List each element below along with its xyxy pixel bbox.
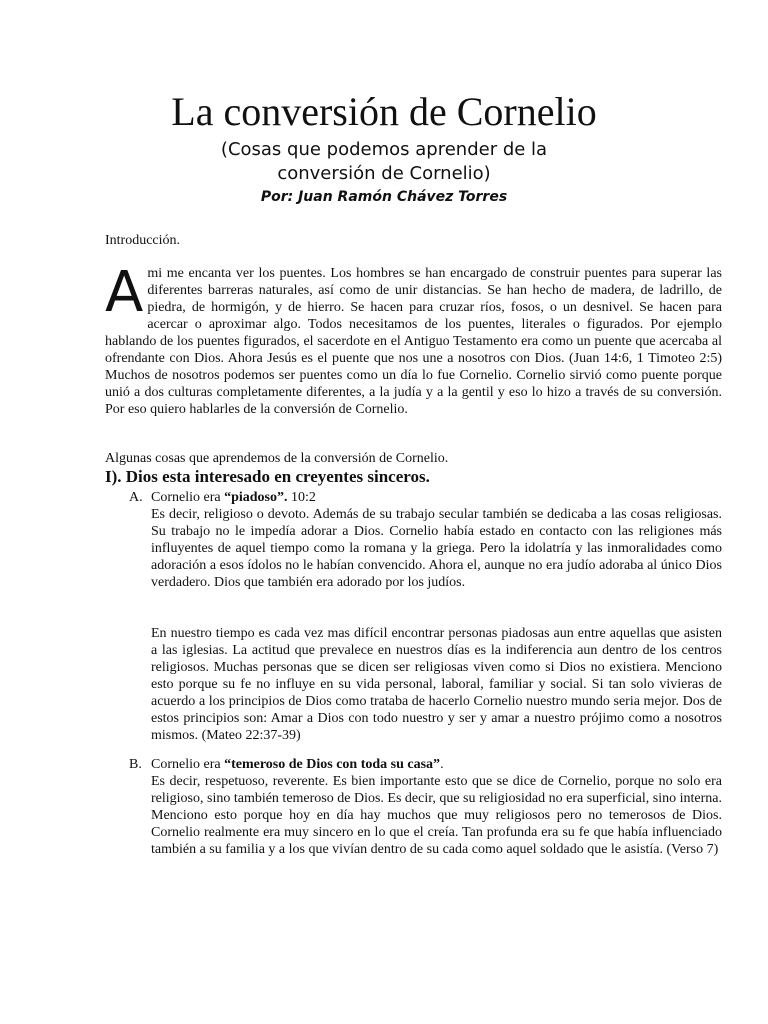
item-b-heading-bold: “temeroso de Dios con toda su casa”: [224, 757, 441, 772]
introduction-text: mi me encanta ver los puentes. Los hombres se han encargado de construir puentes para superar las diferentes barreras naturales, así como de unir distancias. Se han hecho de madera, de ladrillo, de piedra, de hormigón, y de hierro. Se hacen para cruzar ríos, fosos, o un desnivel. Se hacen para acercar o aproximar algo. Todos necesitamos de los puentes, literales o figurados. Por ejemplo hablando de los puentes figurados, el sacerdote en el Antiguo Testamento era como un puente que acercaba al ofrendante con Dios. Ahora Jesús es el puente que nos une a nosotros con Dios. (Juan 14:6, 1 Timoteo 2:5) Muchos de nosotros podemos ser puentes como un día lo fue Cornelio. Cornelio sirvió como puente porque unió a dos culturas completamente diferentes, a la judía y a la gentil y eso lo hizo a través de su conversión. Por eso quiero hablarles de la conversión de Cornelio.: [105, 266, 722, 417]
list-marker: B.: [129, 757, 142, 772]
item-a-heading-bold: “piadoso”.: [224, 490, 288, 505]
subtitle-line-2: conversión de Cornelio): [277, 163, 491, 184]
item-b-paragraph-1: Es decir, respetuoso, reverente. Es bien importante esto que se dice de Cornelio, porque no solo era religioso, sino también temeroso de Dios. Es decir, que su religiosidad no era superficial, sino interna. Menciono esto porque hoy en día hay muchos que muy religiosos pero no temerosos de Dios. Cornelio realmente era muy sincero en lo que el creía. Tan profunda era su fe que había influenciado también a su familia y a los que vivían dentro de su cada como aquel soldado que le asistía. (Verso 7): [151, 774, 722, 857]
lead-in-text: Algunas cosas que aprendemos de la conversión de Cornelio.: [105, 451, 449, 466]
item-a-heading: [151, 489, 316, 506]
item-b-heading-suffix: .: [440, 757, 444, 772]
subtitle-line-1: (Cosas que podemos aprender de la: [220, 139, 548, 160]
introduction-heading: Introducción.: [105, 233, 181, 248]
section-heading: I). Dios esta interesado en creyentes sinceros.: [105, 467, 430, 486]
item-b-heading-prefix: Cornelio era: [151, 757, 225, 772]
item-a-paragraph-2: En nuestro tiempo es cada vez mas difícil encontrar personas piadosas aun entre aquellas que asisten a las iglesias. La actitud que prevalece en nuestros días es la indiferencia aun dentro de los centros religiosos. Muchas personas que se dicen ser religiosas viven como si Dios no existiera. Menciono esto porque su fe no influye en su vida personal, laboral, familiar y social. Si tan solo vivieras de acuerdo a los principios de Dios como trataba de hacerlo Cornelio nuestro mundo seria mejor. Dos de estos principios son: Amar a Dios con todo nuestro y ser y amar a nuestro prójimo como a nosotros mismos. (Mateo 22:37-39): [151, 626, 722, 743]
document-subtitle: [0, 138, 768, 186]
document-title: La conversión de Cornelio: [171, 89, 597, 134]
drop-cap-letter: A: [105, 260, 144, 325]
introduction-paragraph: [105, 260, 722, 418]
item-b-heading: [151, 756, 444, 773]
item-a-heading-suffix: 10:2: [287, 490, 316, 505]
item-a-heading-prefix: Cornelio era: [151, 490, 225, 505]
item-a-paragraph-1: Es decir, religioso o devoto. Además de su trabajo secular también se dedicaba a las cosas religiosas. Su trabajo no le impedía adorar a Dios. Cornelio había estado en contacto con las religiones más influyentes de aquel tiempo como la romana y la griega. Pero la idolatría y las inmoralidades como adoración a esos ídolos no le habían convencido. Ahora el, aunque no era judío adoraba al único Dios verdadero. Dios que también era adorado por los judíos.: [151, 507, 722, 590]
list-marker: A.: [129, 490, 143, 505]
author-byline: Por: Juan Ramón Chávez Torres: [260, 189, 508, 205]
